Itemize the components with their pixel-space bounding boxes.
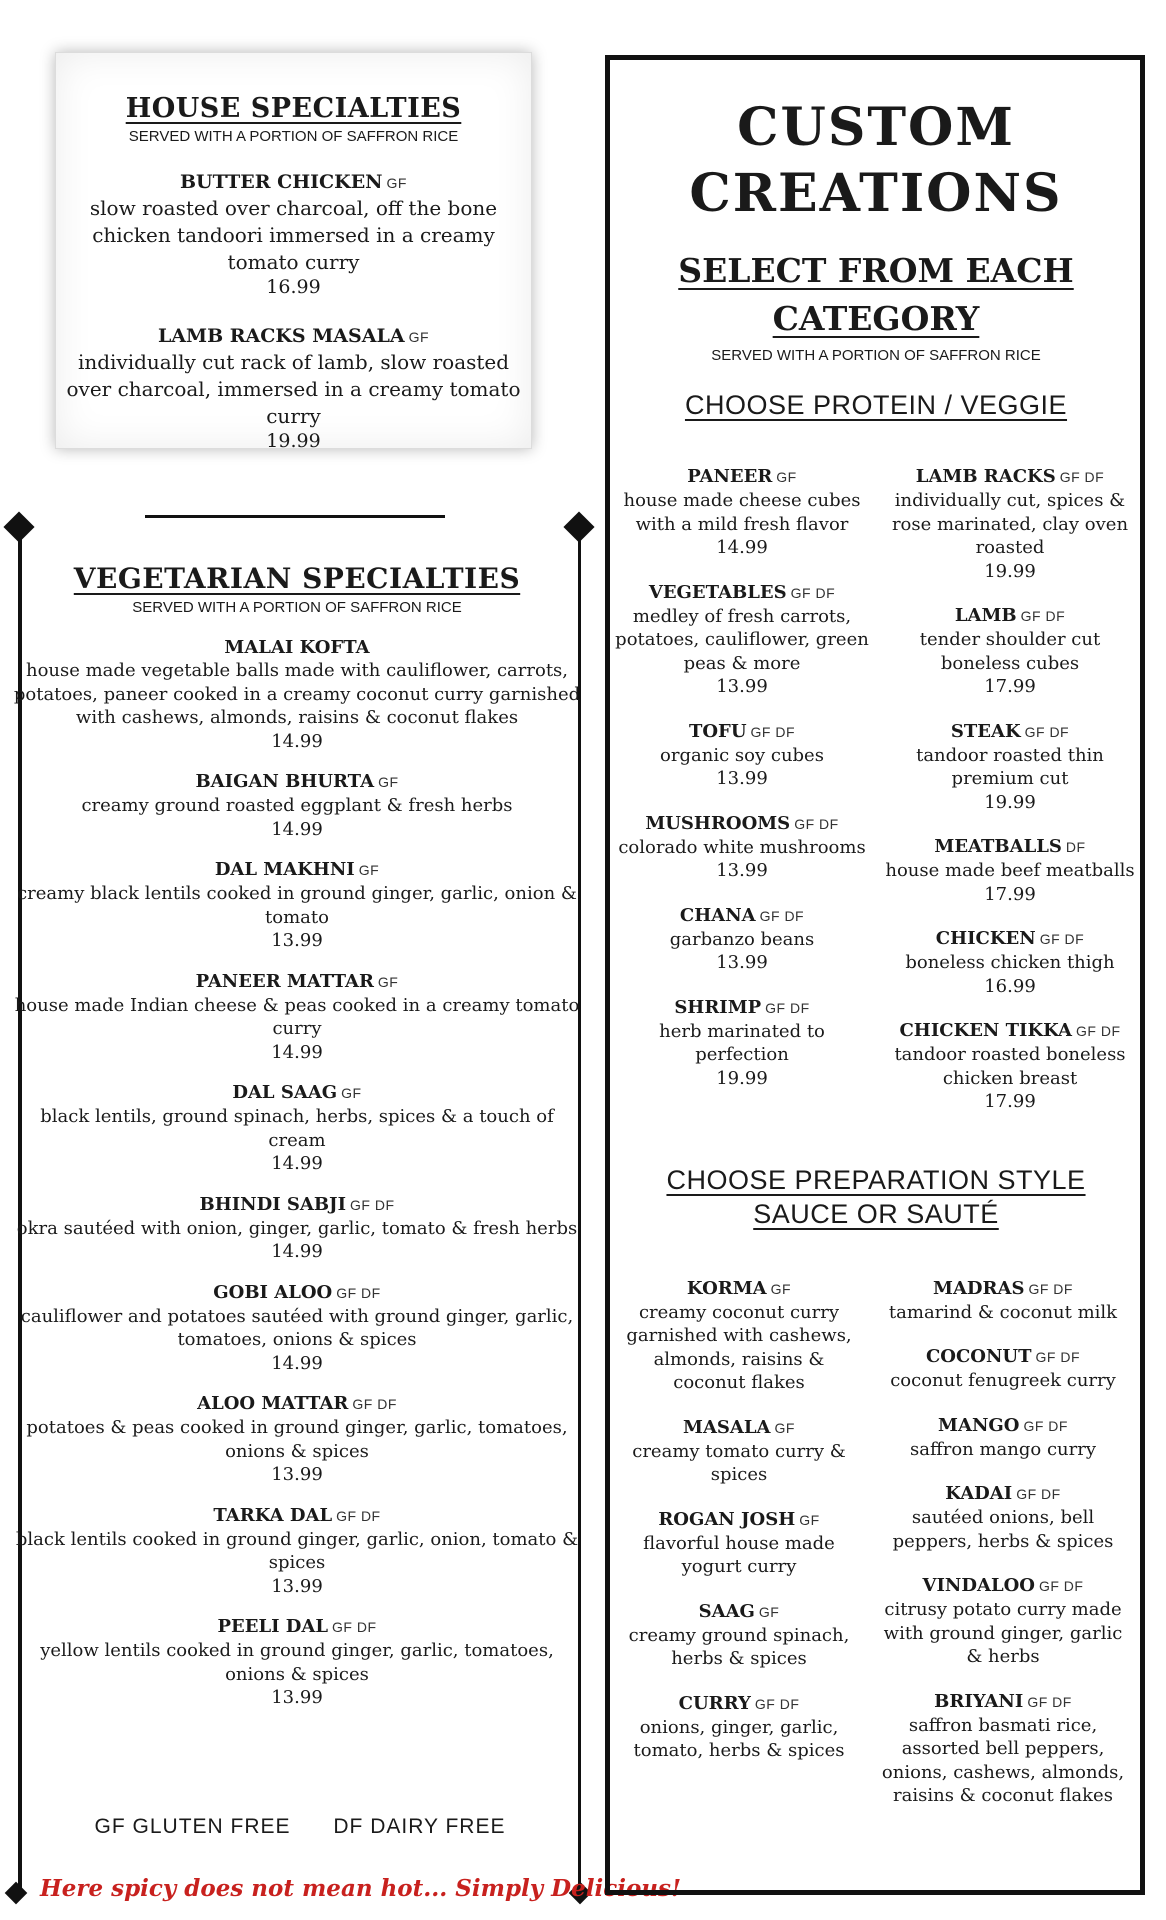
select-line-1: SELECT FROM EACH [678,251,1074,290]
menu-item-price: 17.99 [984,883,1036,905]
menu-item [612,812,872,883]
menu-item-name: PANEER MATTAR [195,970,374,992]
menu-item-price: 14.99 [271,1352,323,1374]
menu-item [624,1600,854,1671]
tagline: Here spicy does not mean hot... Simply Delicious! [40,1875,682,1902]
dietary-tags: GF DF [1039,931,1085,947]
menu-item-price: 13.99 [271,930,323,951]
menu-item [878,1482,1128,1553]
menu-item [12,770,582,841]
menu-item-description: flavorful house made yogurt curry [643,1532,835,1577]
menu-item [880,927,1140,998]
menu-item-header [12,1392,582,1416]
menu-item-description: tandoor roasted thin premium cut [916,744,1104,789]
menu-item-price: 13.99 [716,952,768,973]
menu-item-header [624,1277,854,1301]
menu-item-header [12,970,582,994]
menu-item [12,970,582,1065]
menu-item-header [880,927,1140,951]
frame-diamond-ornament [563,511,594,542]
menu-item-price: 14.99 [716,537,768,558]
menu-item-description: individually cut rack of lamb, slow roasted over charcoal, immersed in a creamy tomato curry [66,350,521,428]
menu-item-header [612,904,872,928]
menu-item-header [612,720,872,744]
dietary-tags: DF [1065,839,1086,855]
menu-item-header [880,465,1140,489]
menu-item-name: PANEER [687,466,773,487]
menu-item-price: 14.99 [271,1153,323,1174]
menu-item-description: yellow lentils cooked in ground ginger, garlic, tomatoes, onions & spices [40,1640,554,1685]
menu-item-name: LAMB RACKS [915,466,1056,487]
menu-item-name: ALOO MATTAR [197,1393,349,1414]
menu-item [612,720,872,791]
menu-item-price: 14.99 [271,1041,323,1063]
menu-item-header [612,581,872,605]
dietary-tags: GF DF [754,1695,800,1712]
menu-item-description: boneless chicken thigh [905,952,1115,973]
menu-item-price: 13.99 [716,768,768,789]
dietary-tags: GF [776,469,797,485]
menu-item-description: onions, ginger, garlic, tomato, herbs & spices [633,1716,845,1761]
menu-item [56,171,531,299]
menu-item [12,1615,582,1710]
menu-item-name: COCONUT [925,1346,1032,1367]
menu-item-header [624,1416,854,1440]
menu-item-name: SAAG [698,1600,755,1622]
menu-item-description: individually cut, spices & rose marinated, clay oven roasted [891,490,1129,558]
menu-item-header [612,812,872,836]
menu-item-description: colorado white mushrooms [618,836,866,858]
menu-item-price: 14.99 [271,730,323,752]
dietary-tags: GF DF [336,1507,381,1524]
menu-item-name: DAL MAKHNI [214,859,355,880]
menu-item [12,858,582,953]
custom-creations-section [610,95,1142,1829]
dietary-tags: GF DF [759,907,805,924]
menu-item-header [56,171,531,195]
dietary-tags: GF [386,175,407,191]
preparation-list-right [878,1277,1128,1829]
menu-item-description: creamy coconut curry garnished with cashews, almonds, raisins & coconut flakes [626,1301,852,1393]
menu-item [612,581,872,699]
menu-item-header [624,1508,854,1532]
menu-item-description: garbanzo beans [669,928,815,950]
menu-item-price: 14.99 [271,818,323,840]
menu-item-header [878,1574,1128,1598]
menu-item [612,904,872,975]
menu-item [878,1345,1128,1393]
menu-item-description: saffron basmati rice, assorted bell peppers, onions, cashews, almonds, raisins & coconut flakes [881,1714,1125,1806]
menu-item-header [12,636,582,659]
menu-item-header [12,1081,582,1105]
menu-item-header [624,1692,854,1716]
menu-item-price: 13.99 [271,1575,323,1597]
dietary-tags: GF DF [1016,1486,1061,1502]
select-from-each-category [610,247,1142,343]
menu-item-name: CHICKEN [935,928,1036,949]
menu-item-header [624,1600,854,1624]
menu-item-name: BAIGAN BHURTA [195,771,375,792]
menu-item [12,636,582,753]
menu-item-name: CHICKEN TIKKA [899,1020,1072,1041]
select-line-2: CATEGORY [772,299,980,338]
dietary-tags: GF DF [332,1619,377,1635]
menu-item-header [12,770,582,794]
menu-item-name: TOFU [688,720,747,742]
menu-item-price: 19.99 [716,1067,768,1089]
menu-item-description: okra sautéed with onion, ginger, garlic, tomato & fresh herbs [16,1217,578,1239]
menu-item-header [12,1281,582,1305]
dietary-tags: GF DF [765,999,810,1016]
menu-item-name: BUTTER CHICKEN [179,171,383,193]
dietary-legend [0,1815,600,1839]
menu-item-name: LAMB RACKS MASALA [157,325,405,347]
menu-item-description: tender shoulder cut boneless cubes [919,629,1101,674]
menu-item [612,996,872,1091]
vegetarian-specialties-list [12,636,582,1710]
dietary-tags: GF DF [350,1196,395,1213]
custom-title-line-2: CREATIONS [689,163,1063,224]
menu-item [878,1690,1128,1808]
menu-item [12,1193,582,1264]
menu-item-price: 13.99 [716,860,768,881]
menu-item-header [12,1504,582,1528]
menu-item [12,1081,582,1176]
dietary-tags: GF DF [1024,723,1070,740]
preparation-columns [610,1277,1142,1829]
menu-item-description: creamy tomato curry & spices [632,1440,846,1485]
menu-item-description: creamy ground roasted eggplant & fresh herbs [81,795,513,816]
dietary-tags: GF [377,973,399,990]
menu-item [624,1508,854,1579]
dietary-tags: GF DF [1059,469,1105,485]
menu-item [880,720,1140,815]
menu-item [624,1692,854,1763]
dietary-tags: GF DF [1028,1280,1073,1297]
menu-item-header [878,1690,1128,1714]
menu-item-header [878,1414,1128,1438]
menu-item-name: LAMB [954,605,1017,626]
dietary-tags: GF [770,1280,792,1297]
menu-item-name: ROGAN JOSH [658,1508,796,1530]
dietary-tags: GF DF [336,1284,381,1301]
gluten-free-legend: GF GLUTEN FREE [94,1815,291,1838]
menu-item-header [56,325,531,349]
dietary-tags: GF DF [794,815,839,832]
vegetarian-specialties-title: VEGETARIAN SPECIALTIES [73,562,521,595]
dietary-tags: GF [358,862,380,878]
menu-item [12,1504,582,1599]
preparation-list-left [624,1277,854,1829]
menu-item-price: 16.99 [266,276,321,298]
menu-item-name: MASALA [683,1416,771,1438]
house-specialties-title: HOUSE SPECIALTIES [125,93,462,124]
menu-item-description: sautéed onions, bell peppers, herbs & spices [892,1507,1114,1552]
menu-item-name: CHANA [679,904,756,926]
menu-item-price: 13.99 [271,1687,323,1708]
menu-item-description: house made vegetable balls made with cauliflower, carrots, potatoes, paneer cooked in a creamy coconut curry garnished with cashews, almonds, raisins & coconut flakes [13,660,581,728]
menu-item-name: VEGETABLES [648,581,787,603]
custom-title-line-1: CUSTOM [737,97,1015,158]
menu-item [56,325,531,453]
menu-item [878,1574,1128,1669]
dietary-tags: GF DF [1027,1693,1072,1710]
protein-columns [610,465,1142,1135]
menu-item-description: medley of fresh carrots, potatoes, cauliflower, green peas & more [615,605,869,674]
menu-item-price: 19.99 [984,791,1036,813]
house-specialties-subtitle: SERVED WITH A PORTION OF SAFFRON RICE [128,128,459,145]
dietary-tags: GF DF [750,723,796,740]
custom-creations-title [610,95,1142,227]
menu-item-name: TARKA DAL [213,1504,333,1526]
vegetarian-specialties-section [12,562,582,1727]
menu-item-description: house made cheese cubes with a mild fresh flavor [623,490,861,535]
menu-item-price: 17.99 [984,676,1036,697]
menu-item-price: 19.99 [266,430,321,452]
menu-item-price: 14.99 [271,1241,323,1262]
vegetarian-specialties-subtitle: SERVED WITH A PORTION OF SAFFRON RICE [132,599,462,616]
menu-item-description: black lentils cooked in ground ginger, garlic, onion, tomato & spices [15,1528,579,1573]
menu-item-description: potatoes & peas cooked in ground ginger, garlic, tomatoes, onions & spices [26,1417,568,1462]
menu-item-header [12,1193,582,1217]
dietary-tags: GF DF [1038,1578,1084,1594]
menu-item-name: DAL SAAG [232,1082,338,1103]
menu-item [878,1277,1128,1325]
menu-item-name: STEAK [950,720,1021,742]
menu-item-name: MADRAS [933,1277,1025,1299]
menu-item-description: coconut fenugreek curry [890,1370,1116,1391]
menu-item-header [12,1615,582,1639]
protein-heading: CHOOSE PROTEIN / VEGGIE [684,390,1068,420]
house-specialties-list [56,171,531,453]
menu-item-header [12,858,582,882]
menu-item [880,604,1140,699]
menu-item [880,835,1140,906]
dietary-tags: GF DF [1020,608,1066,624]
menu-item [612,465,872,560]
menu-item-name: CURRY [678,1692,751,1714]
dietary-tags: GF DF [1076,1023,1121,1039]
menu-item-name: MANGO [938,1414,1020,1436]
menu-item-name: PEELI DAL [217,1616,329,1637]
frame-diamond-ornament [3,511,34,542]
menu-item-name: VINDALOO [922,1575,1035,1596]
preparation-heading [610,1163,1142,1231]
menu-item-name: MALAI KOFTA [224,637,370,658]
menu-item-price: 13.99 [271,1464,323,1485]
menu-item-header [880,720,1140,744]
menu-item-name: BHINDI SABJI [199,1193,346,1215]
menu-item [880,1019,1140,1114]
preparation-heading-line-1: CHOOSE PREPARATION STYLE [666,1164,1086,1195]
menu-item-description: tamarind & coconut milk [888,1301,1118,1323]
custom-creations-subtitle: SERVED WITH A PORTION OF SAFFRON RICE [711,347,1041,364]
house-specialties-card [55,52,532,452]
preparation-heading-line-2: SAUCE OR SAUTÉ [753,1198,999,1229]
frame-diamond-ornament [5,1882,28,1905]
menu-item-name: KORMA [686,1277,767,1299]
menu-item [624,1277,854,1395]
menu-item-description: house made beef meatballs [885,860,1135,881]
menu-item-name: MUSHROOMS [645,812,791,834]
menu-item-description: tandoor roasted boneless chicken breast [894,1044,1126,1089]
divider-line [145,515,445,518]
menu-item-header [878,1345,1128,1369]
menu-item-description: organic soy cubes [660,744,824,766]
menu-item-header [880,604,1140,628]
dietary-tags: GF [758,1603,780,1620]
menu-item-name: MEATBALLS [934,836,1062,857]
menu-item [878,1414,1128,1462]
menu-item-description: herb marinated to perfection [659,1020,825,1065]
menu-item-price: 19.99 [984,560,1036,582]
menu-item-description: citrusy potato curry made with ground ginger, garlic & herbs [883,1599,1123,1667]
menu-item-header [612,996,872,1020]
protein-list-right [880,465,1140,1135]
menu-item-name: KADAI [945,1483,1013,1504]
menu-item-header [878,1277,1128,1301]
dietary-tags: GF [408,329,430,345]
menu-item-name: GOBI ALOO [213,1281,333,1303]
menu-item-header [878,1482,1128,1506]
menu-item-description: slow roasted over charcoal, off the bone chicken tandoori immersed in a creamy tomato curry [89,196,498,274]
protein-list-left [612,465,872,1135]
menu-item [12,1392,582,1487]
dairy-free-legend: DF DAIRY FREE [333,1815,506,1838]
dietary-tags: GF DF [790,584,836,601]
dietary-tags: GF [774,1419,795,1436]
menu-item [880,465,1140,583]
menu-item-description: saffron mango curry [909,1438,1097,1460]
menu-item-description: cauliflower and potatoes sautéed with ground ginger, garlic, tomatoes, onions & spices [20,1305,574,1350]
menu-item [624,1416,854,1487]
menu-item-description: creamy ground spinach, herbs & spices [628,1624,850,1669]
menu-item-price: 17.99 [984,1091,1036,1112]
menu-item-description: black lentils, ground spinach, herbs, spices & a touch of cream [40,1106,554,1151]
menu-item-header [880,835,1140,859]
menu-item-name: BRIYANI [934,1690,1024,1712]
menu-item-header [612,465,872,489]
dietary-tags: GF [378,774,399,790]
menu-item-name: SHRIMP [674,996,762,1018]
dietary-tags: GF DF [352,1396,397,1412]
menu-item-price: 16.99 [984,975,1036,997]
menu-item-description: creamy black lentils cooked in ground ginger, garlic, onion & tomato [17,883,577,928]
dietary-tags: GF DF [1023,1417,1068,1434]
dietary-tags: GF DF [1035,1349,1081,1365]
menu-item-price: 13.99 [716,676,768,697]
menu-item-description: house made Indian cheese & peas cooked in a creamy tomato curry [14,994,580,1039]
menu-item [12,1281,582,1376]
dietary-tags: GF [341,1085,362,1101]
dietary-tags: GF [799,1511,820,1528]
menu-item-header [880,1019,1140,1043]
